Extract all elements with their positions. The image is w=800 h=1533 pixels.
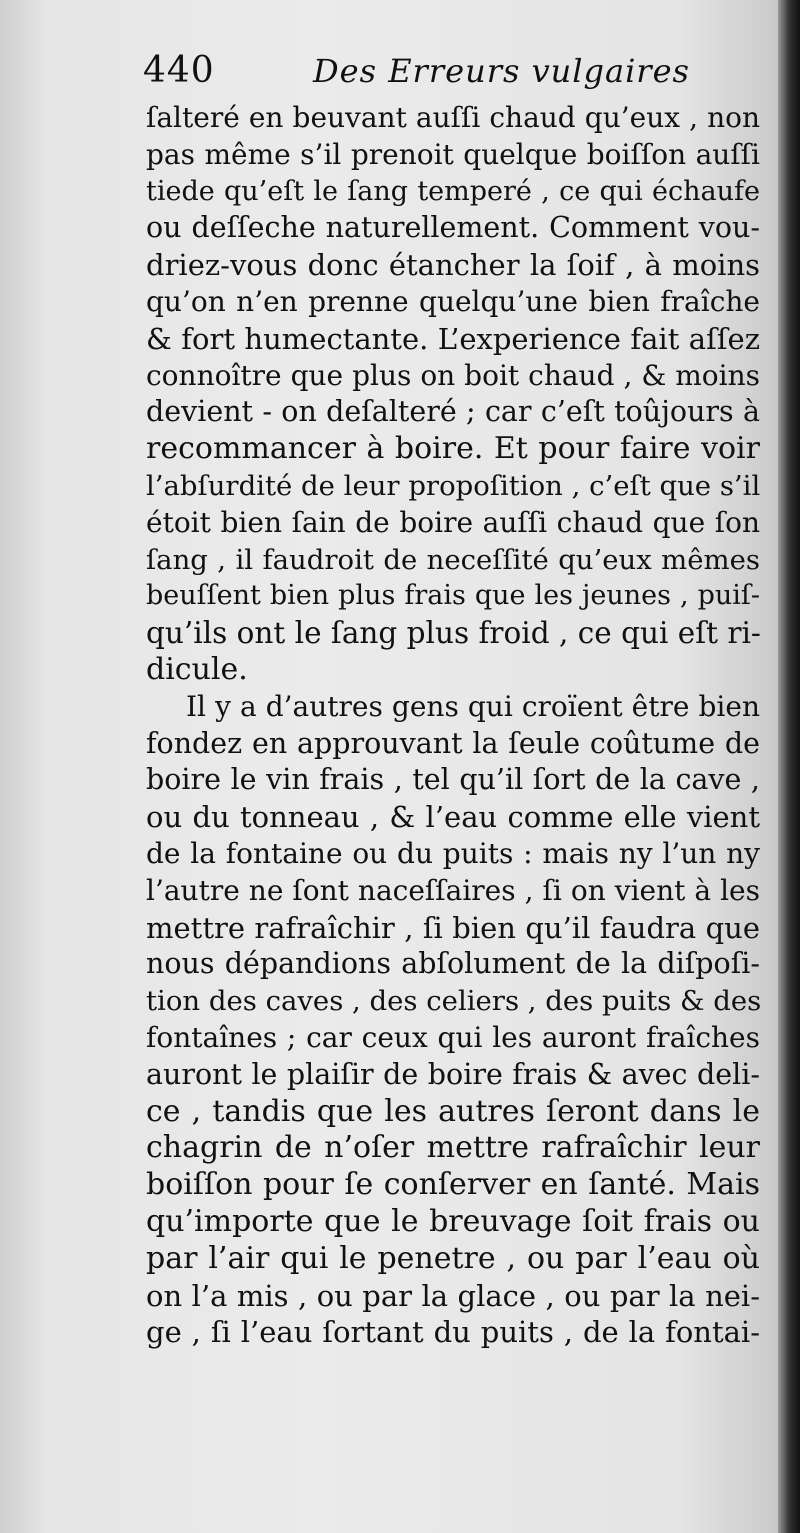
- text-line: recommancer à boire. Et pour faire voir: [146, 431, 760, 467]
- page-number: 440: [143, 50, 215, 91]
- text-line: mettre rafraîchir , ſi bien qu’il faudra que: [146, 910, 760, 945]
- text-line: auront le plaiſir de boire frais & avec deli-: [146, 1057, 760, 1091]
- text-line: ou du tonneau , & l’eau comme elle vient: [146, 800, 760, 835]
- page-header: [143, 50, 743, 94]
- text-line: par l’air qui le penetre , ou par l’eau où: [146, 1240, 760, 1276]
- text-line: fondez en approuvant la ſeule coûtume de: [146, 726, 760, 760]
- text-line: ſang , il faudroit de neceſſité qu’eux mêmes: [146, 543, 760, 576]
- text-line: & fort humectante. L’experience fait aſſez: [146, 321, 760, 356]
- text-line: qu’on n’en prenne quelqu’une bien fraîche: [146, 284, 760, 318]
- text-line: qu’ils ont le ſang plus froid , ce qui eſt ri-: [146, 616, 761, 651]
- text-line: dicule.: [146, 651, 248, 687]
- body-text: [146, 100, 760, 1351]
- text-line: tion des caves , des celiers , des puits & des: [146, 985, 762, 1018]
- text-line: devient - on deſalteré ; car c’eſt toûjours à: [146, 395, 760, 429]
- running-title: Des Erreurs vulgaires: [313, 52, 690, 90]
- text-line: qu’importe que le breuvage ſoit frais ou: [146, 1203, 760, 1239]
- text-line: connoître que plus on boit chaud , & moins: [146, 358, 760, 392]
- text-line: l’autre ne ſont naceſſaires , ſi on vient à les: [146, 873, 760, 907]
- text-line: boire le vin frais , tel qu’il ſort de la cave ,: [146, 763, 760, 797]
- text-line: ou deſſeche naturellement. Comment vou-: [146, 211, 760, 245]
- text-line: boiſſon pour ſe conſerver en ſanté. Mais: [146, 1167, 760, 1203]
- text-line: de la fontaine ou du puits : mais ny l’un ny: [146, 836, 760, 870]
- text-line: pas même s’il prenoit quelque boiſſon auſſi: [146, 137, 760, 171]
- text-line: nous dépandions abſolument de la diſpoſi-: [146, 947, 760, 981]
- text-line: fontaînes ; car ceux qui les auront fraîches: [146, 1020, 760, 1054]
- text-line: Il y a d’autres gens qui croïent être bien: [186, 689, 760, 723]
- text-line: driez-vous donc étancher la ſoif , à moins: [146, 248, 760, 283]
- text-line: tiede qu’eſt le ſang temperé , ce qui échaufe: [146, 175, 760, 207]
- page-edge-shadow: [778, 0, 800, 1533]
- text-line: ge , ſi l’eau ſortant du puits , de la fontai-: [146, 1315, 760, 1350]
- text-line: ce , tandis que les autres ſeront dans le: [146, 1093, 760, 1129]
- text-line: ſalteré en beuvant auſſi chaud qu’eux , non: [146, 101, 760, 134]
- text-line: beuſſent bien plus frais que les jeunes , puiſ-: [146, 580, 760, 612]
- text-line: chagrin de n’oſer mettre rafraîchir leur: [146, 1130, 760, 1166]
- text-line: l’abſurdité de leur propoſition , c’eſt que s’il: [146, 469, 761, 502]
- text-line: étoit bien ſain de boire auſſi chaud que ſon: [146, 505, 760, 539]
- text-line: on l’a mis , ou par la glace , ou par la nei-: [146, 1278, 760, 1313]
